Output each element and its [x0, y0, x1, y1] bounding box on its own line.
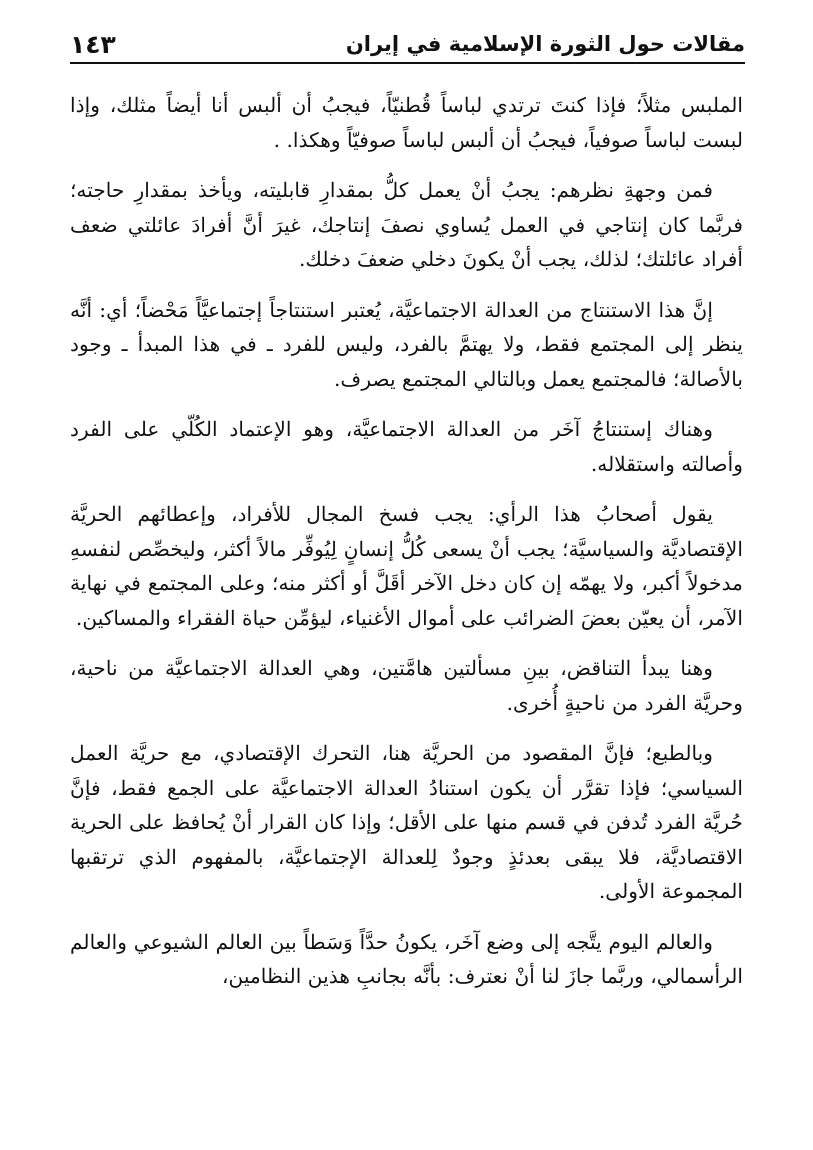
- body-text: [70, 88, 743, 1010]
- running-title: مقالات حول الثورة الإسلامية في إيران: [345, 32, 745, 56]
- paragraph: وهناك إستنتاجُ آخَر من العدالة الاجتماعيَّة، وهو الإعتماد الكُلّي على الفرد وأصالته واستقلاله.: [70, 417, 743, 476]
- paragraph: وبالطبع؛ فإنَّ المقصود من الحريَّة هنا، التحرك الإقتصادي، مع حريَّة العمل السياسي؛ فإذا تقرَّر أن يكون استنادُ العدالة الاجتماعيَّة على الجمع فقط، فإنَّ حُريَّة الفرد تُدفن في قسم منها على الأقل؛ وإذا كان القرار أنْ يُحافظ على الحرية الاقتصاديَّة، فلا يبقى بعدئذٍ وجودٌ لِلعدالة الإجتماعيَّة، بالمفهوم الذي ترتقبها المجموعة الأولى.: [70, 741, 743, 903]
- page-number: ١٤٣: [70, 29, 116, 59]
- paragraph: والعالم اليوم يتَّجه إلى وضع آخَر، يكونُ حدَّاً وَسَطاً بين العالم الشيوعي والعالم الرأسمالي، وربَّما جازَ لنا أنْ نعترف: بأنَّه بجانبِ هذين النظامين،: [70, 929, 743, 988]
- paragraph: فمن وجهةِ نظرهم: يجبُ أنْ يعمل كلُّ بمقدارِ قابليته، ويأخذ بمقدارِ حاجته؛ فربَّما كان إنتاجي في العمل يُساوي نصفَ إنتاجك، غيرَ أنَّ أفرادَ عائلتي ضعف أفراد عائلتك؛ لذلك، يجب أنْ يكونَ دخلي ضعفَ دخلك.: [70, 178, 743, 271]
- paragraph: الملبس مثلاً؛ فإذا كنتَ ترتدي لباساً قُطنيّاً، فيجبُ أن ألبس أنا أيضاً مثلك، وإذا لبست لباساً صوفياً، فيجبُ أن ألبس لباساً صوفيّاً وهكذا. .: [70, 93, 743, 152]
- paragraph: إنَّ هذا الاستنتاج من العدالة الاجتماعيَّة، يُعتبر استنتاجاً إجتماعيَّاً مَحْضاً؛ أي: أنَّه ينظر إلى المجتمع فقط، ولا يهتمَّ بالفرد، وليس للفرد ـ في هذا المبدأ ـ وجود بالأصالة؛ فالمجتمع يعمل وبالتالي المجتمع يصرف.: [70, 297, 743, 391]
- paragraph: يقول أصحابُ هذا الرأي: يجب فسخ المجال للأفراد، وإعطائهم الحريَّة الإقتصاديَّة والسياسيَّة؛ يجب أنْ يسعى كُلُّ إنسانٍ لِيُوفِّر مالاً أكثر، وليخصِّص لنفسهِ مدخولاً أكبر، ولا يهمّه إن كان دخل الآخر أقَلَّ أو أكثر منه؛ وعلى المجتمع في نهاية الآمر، أن يعيّن بعضَ الضرائب على أموال الأغنياء، ليؤمِّن حياة الفقراء والمساكين.: [70, 502, 743, 630]
- page-header: [70, 26, 745, 64]
- paragraph: وهنا يبدأ التناقض، بينِ مسألتين هامَّتين، وهي العدالة الاجتماعيَّة من ناحية، وحريَّة الفرد من ناحيةٍ أُخرى.: [70, 656, 743, 715]
